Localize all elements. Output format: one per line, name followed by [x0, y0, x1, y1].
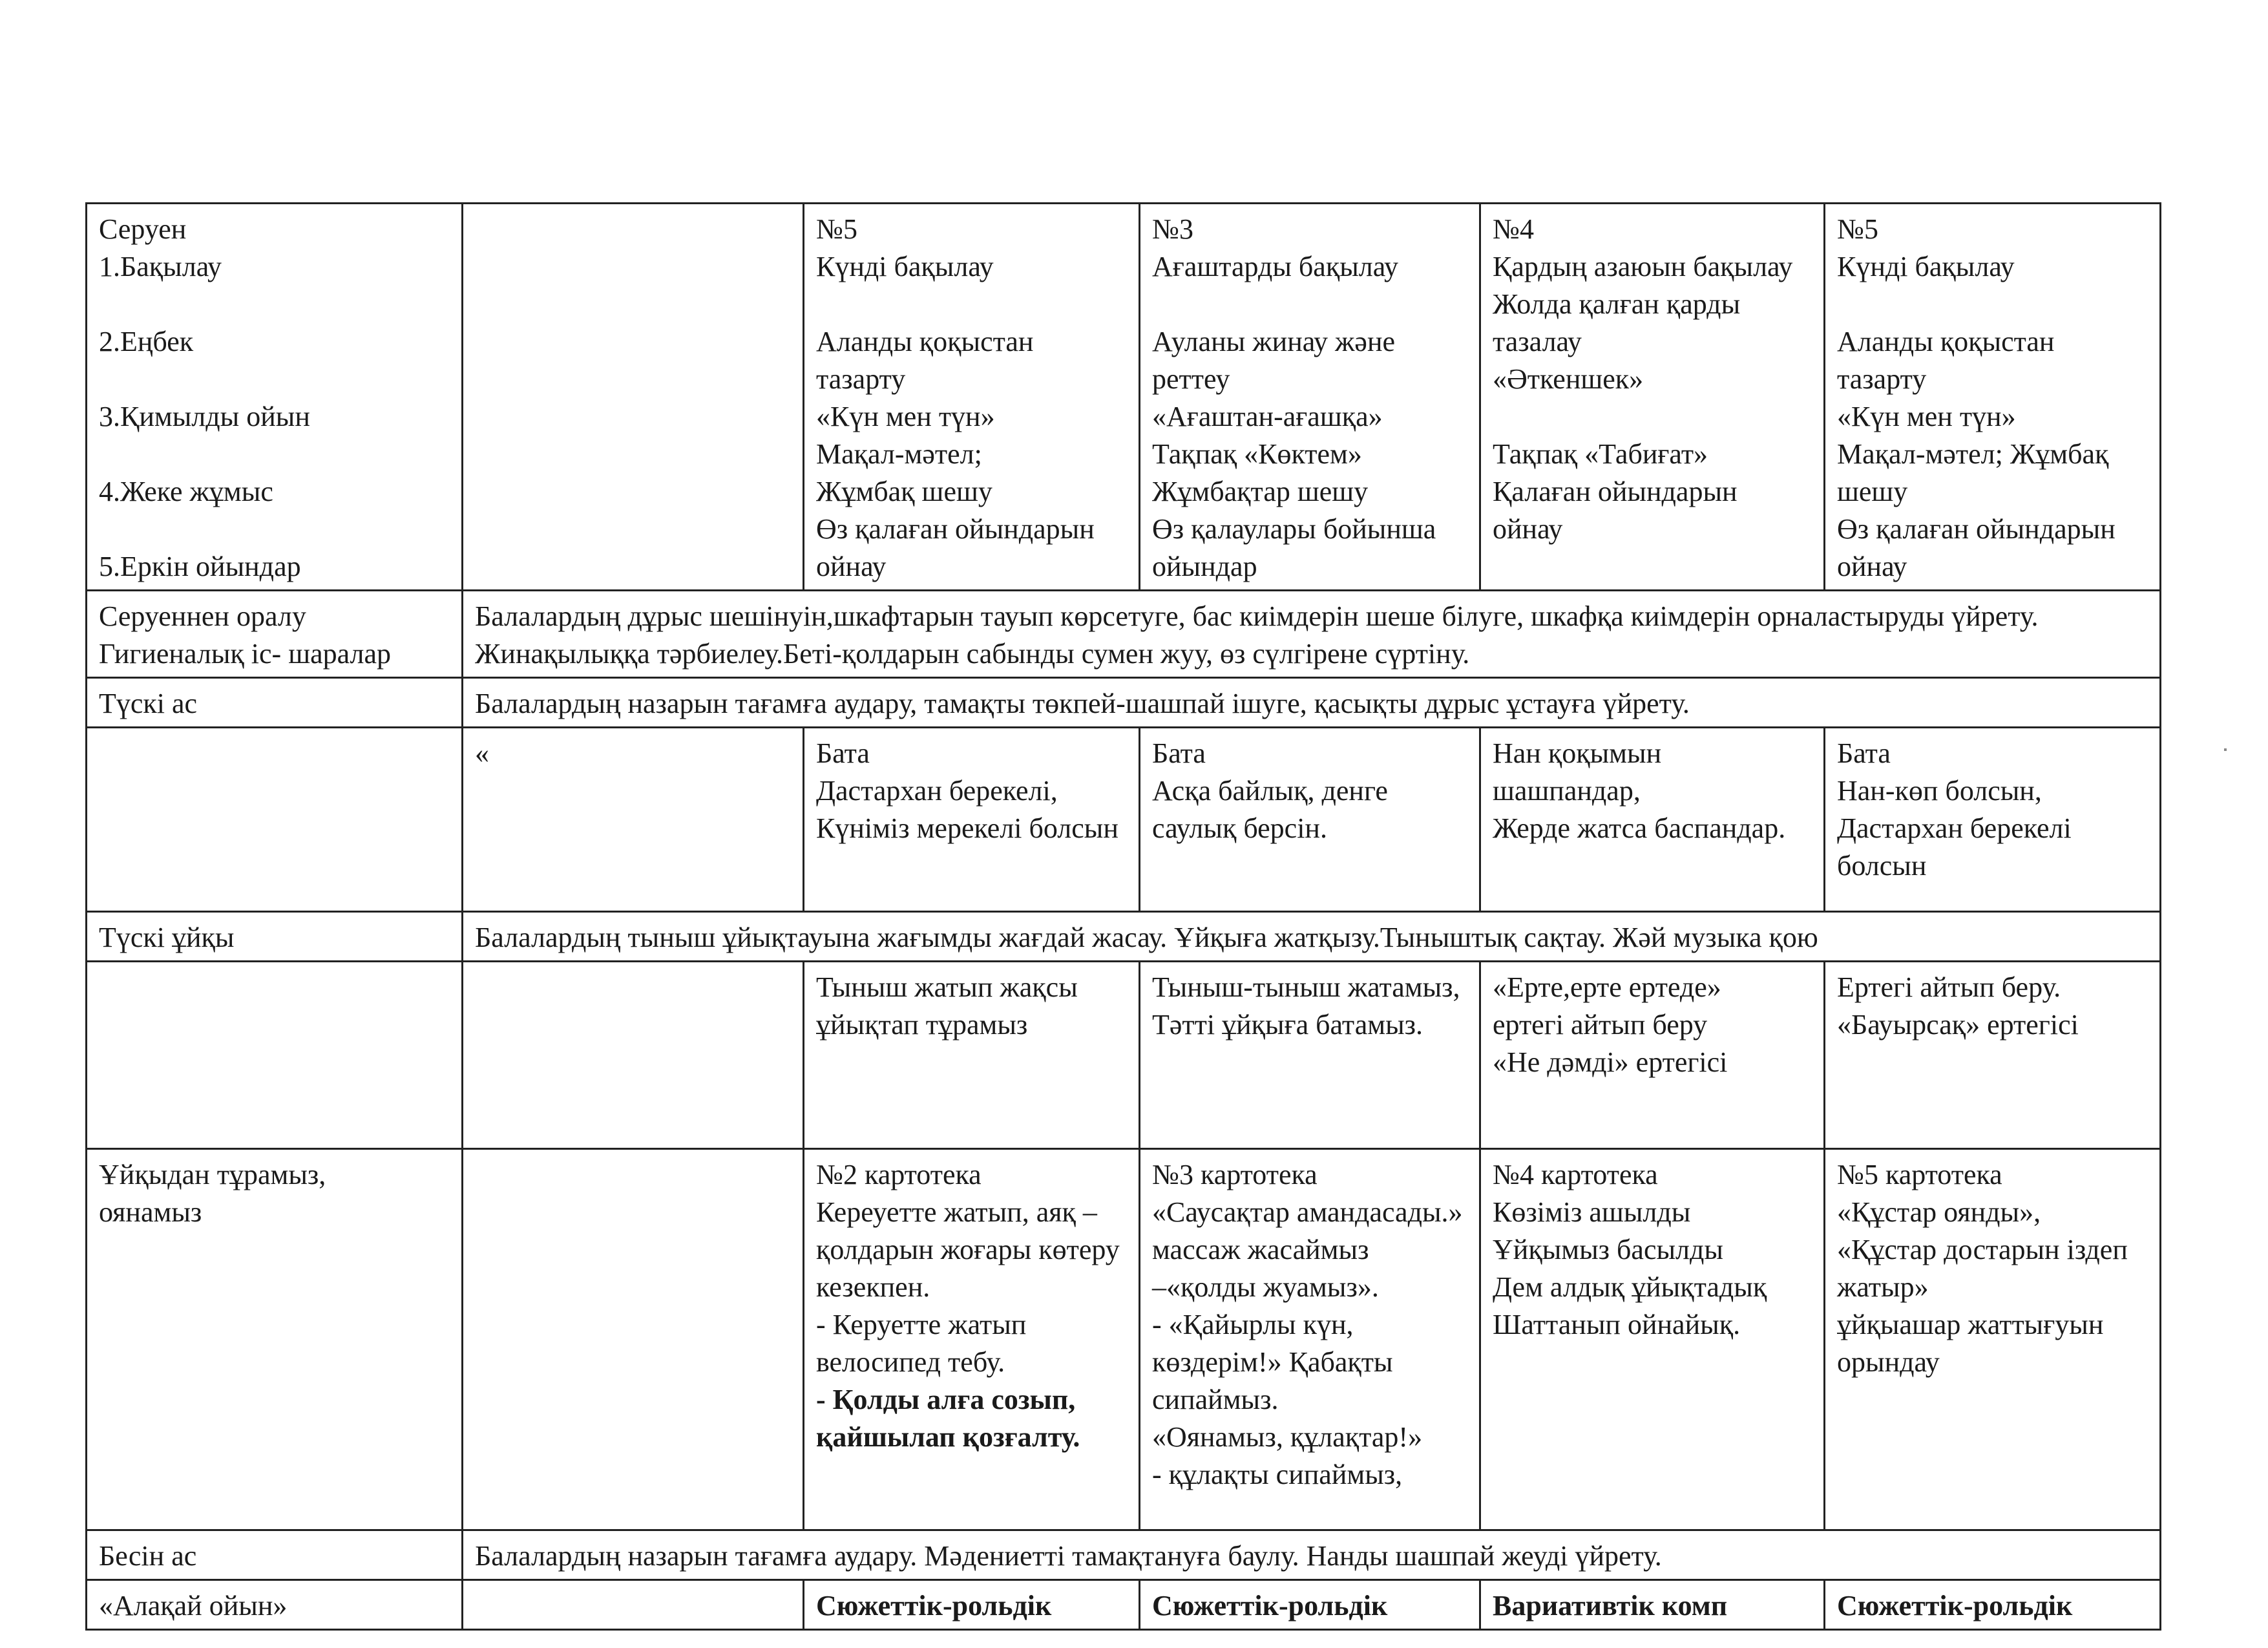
day-text: Жолда қалған қарды тазалау: [1493, 288, 1741, 357]
day-text: Ағаштарды бақылау: [1152, 251, 1399, 282]
row-label: 5.Еркін ойындар: [99, 551, 301, 582]
nap-text: Балалардың тыныш ұйықтауына жағымды жағдай жасау. Ұйқыға жатқызу.Тыныштық сақтау. Жәй музыка қою: [463, 912, 2161, 962]
day-cell: [1140, 1149, 1480, 1530]
row-label: Серуен: [99, 213, 187, 245]
day-cell: [1480, 962, 1825, 1149]
game-row: [87, 1580, 2161, 1630]
day-cell: [1480, 1149, 1825, 1530]
day-cell: [804, 204, 1140, 591]
day-text: Күнді бақылау: [816, 251, 994, 282]
day-text: - құлақты сипаймыз,: [1152, 1459, 1403, 1490]
day-text: Мақал-мәтел; Жұмбақ шешу: [1837, 438, 2109, 507]
day-text: №3: [1152, 213, 1193, 245]
snack-row: [87, 1530, 2161, 1580]
day-text: «Бауырсақ» ертегісі: [1837, 1009, 2079, 1041]
row-label: Ұйқыдан тұрамыз,: [99, 1159, 326, 1190]
day-text: «Оянамыз, құлақтар!»: [1152, 1421, 1423, 1453]
row-label: Серуеннен оралу: [99, 600, 306, 632]
day-text: Жерде жатса баспандар.: [1493, 812, 1786, 844]
walk-label-cell: [87, 204, 463, 591]
empty-cell: [463, 962, 804, 1149]
day-cell: [1140, 728, 1480, 912]
row-label: 4.Жеке жұмыс: [99, 476, 273, 507]
day-text: Жұмбақтар шешу: [1152, 476, 1369, 507]
daily-plan-table: [85, 202, 2161, 1631]
day-text: ұйқыашар жаттығуын орындау: [1837, 1309, 2104, 1378]
day-text: «Құстар достарын іздеп жатыр»: [1837, 1234, 2128, 1303]
day-text: Өз қалаулары бойынша ойындар: [1152, 513, 1436, 582]
day-text: - «Қайырлы күн, көздерім!» Қабақты сипаймыз.: [1152, 1309, 1393, 1415]
day-text: №2 картотека: [816, 1159, 982, 1190]
game-type: Сюжеттік-рольдік: [804, 1580, 1140, 1630]
day-text: Нан-көп болсын,: [1837, 775, 2042, 807]
game-type: Вариативтік комп: [1480, 1580, 1825, 1630]
empty-cell: [87, 962, 463, 1149]
blessing-mark: «: [463, 728, 804, 912]
day-cell: [1825, 962, 2161, 1149]
blessing-row: [87, 728, 2161, 912]
row-label: оянамыз: [99, 1196, 202, 1228]
day-text: «Саусақтар амандасады.» массаж жасаймыз –«қолды жуамыз».: [1152, 1196, 1463, 1303]
row-label: 3.Қимылды ойын: [99, 401, 310, 432]
lunch-row: [87, 678, 2161, 728]
day-text: ертегі айтып беру: [1493, 1009, 1708, 1041]
day-text: - Қолды алға созып, қайшылап қозғалту.: [816, 1384, 1080, 1453]
row-label: 2.Еңбек: [99, 326, 194, 357]
day-text: Дастархан берекелі,: [816, 775, 1058, 807]
return-walk-label-cell: [87, 591, 463, 678]
day-text: «Әткеншек»: [1493, 363, 1644, 395]
day-cell: [1140, 204, 1480, 591]
day-text: «Ерте,ерте ертеде»: [1493, 971, 1721, 1003]
day-text: №5: [816, 213, 857, 245]
empty-cell: [463, 1149, 804, 1530]
wakeup-row: [87, 1149, 2161, 1530]
day-text: №5: [1837, 213, 1878, 245]
day-text: Бата: [816, 737, 870, 769]
day-text: Тақпақ «Көктем»: [1152, 438, 1362, 470]
day-text: Күнді бақылау: [1837, 251, 2015, 282]
day-text: Бата: [1837, 737, 1891, 769]
row-label: 1.Бақылау: [99, 251, 222, 282]
wakeup-label-cell: [87, 1149, 463, 1530]
day-text: Өз қалаған ойындарын ойнау: [816, 513, 1095, 582]
empty-cell: [463, 204, 804, 591]
day-text: Көзіміз ашылды: [1493, 1196, 1691, 1228]
lunch-text: Балалардың назарын тағамға аудару, тамақты төкпей-шашпай ішуге, қасықты дұрыс ұстауға үйрету.: [463, 678, 2161, 728]
day-text: Шаттанып ойнайық.: [1493, 1309, 1741, 1340]
snack-label: Бесін ас: [87, 1530, 463, 1580]
empty-cell: [463, 1580, 804, 1630]
day-text: Тақпақ «Табиғат»: [1493, 438, 1708, 470]
day-cell: [804, 1149, 1140, 1530]
day-text: Дастархан берекелі болсын: [1837, 812, 2072, 882]
day-text: Тыныш-тыныш жатамыз,: [1152, 971, 1460, 1003]
day-cell: [1480, 728, 1825, 912]
day-text: Жұмбақ шешу: [816, 476, 992, 507]
day-text: «Не дәмді» ертегісі: [1493, 1046, 1728, 1078]
return-walk-row: [87, 591, 2161, 678]
scan-speck: [2224, 748, 2227, 751]
blessing-label: [87, 728, 463, 912]
day-text: Аланды қоқыстан тазарту: [816, 326, 1034, 395]
game-label: «Алақай ойын»: [87, 1580, 463, 1630]
day-text: №4 картотека: [1493, 1159, 1658, 1190]
day-text: Мақал-мәтел;: [816, 438, 982, 470]
day-text: Ертегі айтып беру.: [1837, 971, 2061, 1003]
game-type: Сюжеттік-рольдік: [1140, 1580, 1480, 1630]
lunch-label: Түскі ас: [87, 678, 463, 728]
day-text: «Күн мен түн»: [1837, 401, 2016, 432]
day-cell: [1825, 1149, 2161, 1530]
day-text: «Ағаштан-ағашқа»: [1152, 401, 1383, 432]
day-text: Күніміз мерекелі болсын: [816, 812, 1118, 844]
day-text: №3 картотека: [1152, 1159, 1318, 1190]
day-cell: [1825, 728, 2161, 912]
day-text: №5 картотека: [1837, 1159, 2002, 1190]
row-label: Гигиеналық іс- шаралар: [99, 638, 392, 670]
day-text: Ұйқымыз басылды: [1493, 1234, 1723, 1265]
day-text: «Күн мен түн»: [816, 401, 995, 432]
nap-row: [87, 912, 2161, 962]
day-text: Кереуетте жатып, аяқ – қолдарын жоғары көтеру кезекпен.: [816, 1196, 1120, 1303]
day-text: Қалаған ойындарын ойнау: [1493, 476, 1738, 545]
day-text: «Құстар оянды»,: [1837, 1196, 2041, 1228]
day-cell: [1825, 204, 2161, 591]
day-cell: [1480, 204, 1825, 591]
day-text: Нан қоқымын шашпандар,: [1493, 737, 1662, 807]
day-text: Тәтті ұйқыға батамыз.: [1152, 1009, 1423, 1041]
day-text: - Керуетте жатып велосипед тебу.: [816, 1309, 1027, 1378]
day-text: Бата: [1152, 737, 1206, 769]
return-walk-text: Балалардың дұрыс шешінуін,шкафтарын тауып көрсетуге, бас киімдерін шеше білуге, шкафқа киімдерін орналастыруды үйрету. Жинақылыққа тәрбиелеу.Беті-қолдарын сабынды сумен жуу, өз сүлгірене сүртіну.: [463, 591, 2161, 678]
day-text: Қардың азаюын бақылау: [1493, 251, 1793, 282]
game-type: Сюжеттік-рольдік: [1825, 1580, 2161, 1630]
nap-days-row: [87, 962, 2161, 1149]
day-text: Өз қалаған ойындарын ойнау: [1837, 513, 2116, 582]
day-text: Ауланы жинау және реттеу: [1152, 326, 1396, 395]
nap-label: Түскі ұйқы: [87, 912, 463, 962]
day-text: Дем алдық ұйықтадық: [1493, 1271, 1767, 1303]
day-cell: [804, 728, 1140, 912]
day-text: Асқа байлық, денге саулық берсін.: [1152, 775, 1388, 844]
day-text: Аланды қоқыстан тазарту: [1837, 326, 2055, 395]
snack-text: Балалардың назарын тағамға аудару. Мәдениетті тамақтануға баулу. Нанды шашпай жеуді үйрету.: [463, 1530, 2161, 1580]
day-text: №4: [1493, 213, 1534, 245]
walk-row: [87, 204, 2161, 591]
day-cell: [1140, 962, 1480, 1149]
day-text: Тыныш жатып жақсы ұйықтап тұрамыз: [816, 971, 1078, 1041]
day-cell: [804, 962, 1140, 1149]
